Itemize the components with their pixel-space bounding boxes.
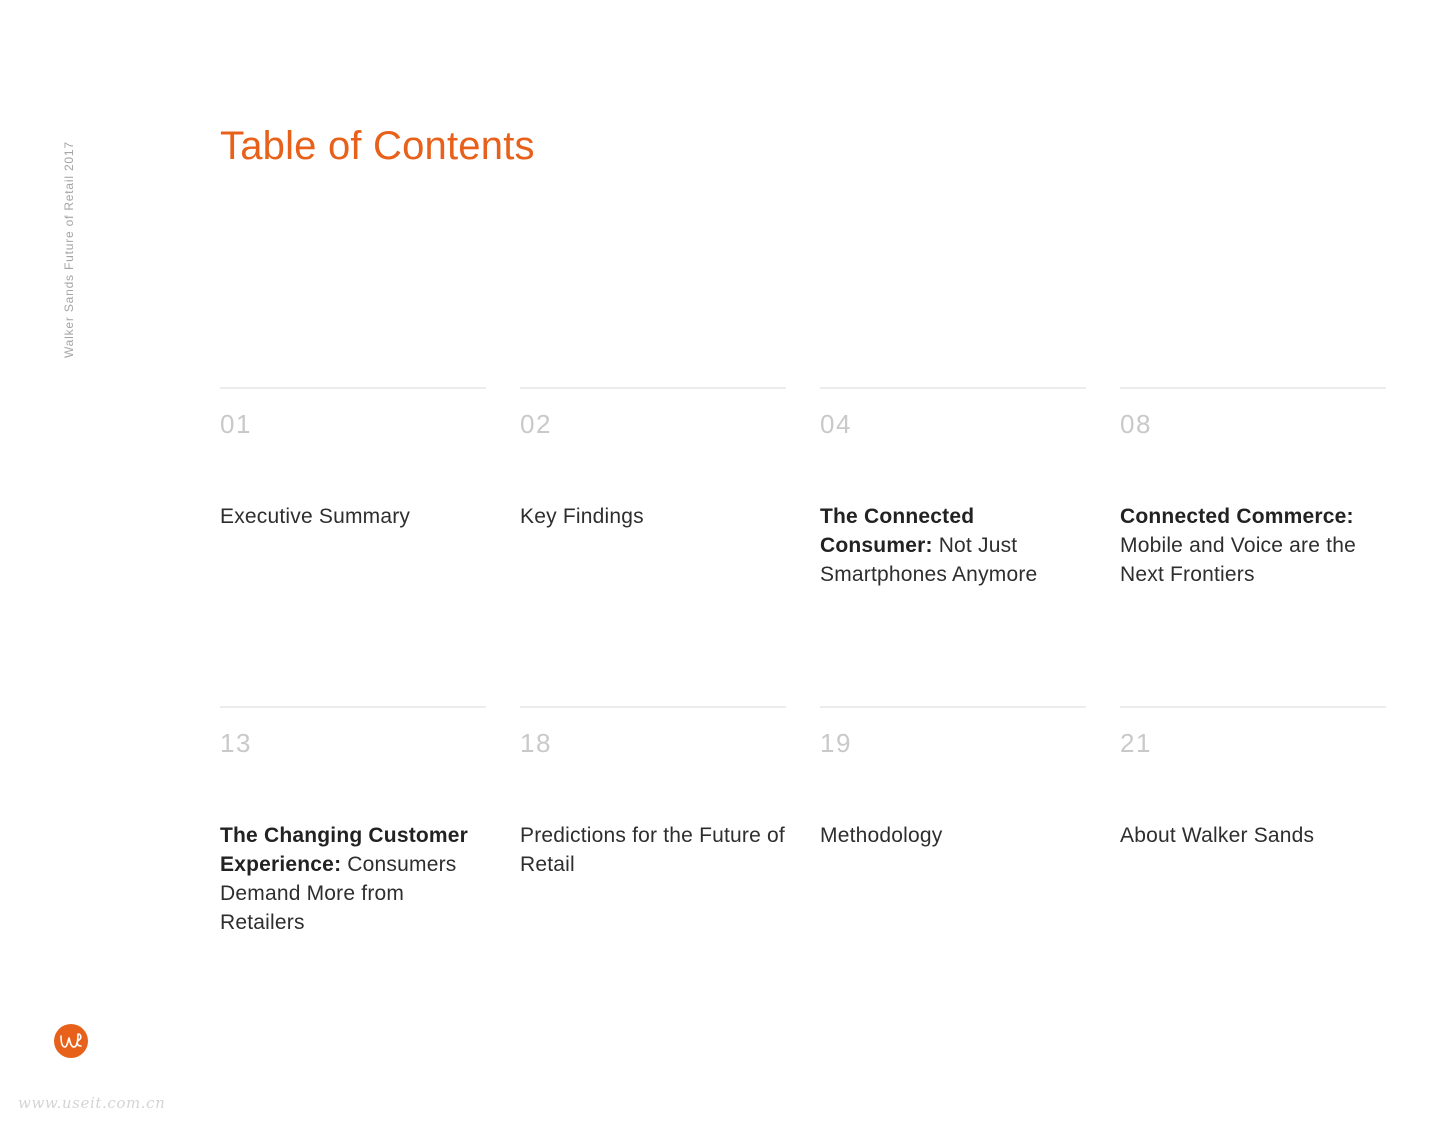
toc-entry-subtitle: Mobile and Voice are the Next Frontiers: [1120, 534, 1356, 586]
toc-entry-subtitle: About Walker Sands: [1120, 824, 1315, 847]
toc-entry-bold-title: The Changing Customer Experience:: [220, 824, 469, 876]
toc-item-methodology[interactable]: [820, 706, 1086, 847]
toc-page-number: 18: [520, 728, 552, 758]
toc-entry-title: [1120, 821, 1390, 850]
document-side-label: Walker Sands Future of Retail 2017: [62, 141, 76, 358]
toc-item-changing-customer-experience[interactable]: [220, 706, 486, 934]
toc-entry-bold-title: The Connected Consumer:: [820, 505, 975, 557]
toc-page-number: 19: [820, 728, 852, 758]
toc-item-connected-commerce[interactable]: [1120, 387, 1386, 586]
toc-entry-title: [820, 821, 1090, 850]
toc-entry-subtitle: Consumers Demand More from Retailers: [220, 853, 457, 934]
toc-item-about-walker-sands[interactable]: [1120, 706, 1386, 847]
toc-page-number: 02: [520, 409, 552, 439]
toc-item-key-findings[interactable]: [520, 387, 786, 528]
toc-page-number: 01: [220, 409, 252, 439]
ws-script-glyph-icon: [58, 1030, 84, 1052]
toc-entry-title: [1120, 502, 1390, 589]
toc-entry-subtitle: Predictions for the Future of Retail: [520, 824, 785, 876]
toc-entry-title: [220, 821, 490, 937]
toc-page-number: 04: [820, 409, 852, 439]
toc-entry-subtitle: Not Just Smartphones Anymore: [820, 534, 1038, 586]
toc-page-number: 13: [220, 728, 252, 758]
toc-item-connected-consumer[interactable]: [820, 387, 1086, 586]
toc-entry-subtitle: Methodology: [820, 824, 943, 847]
walker-sands-logo-icon: [54, 1024, 88, 1058]
page-title: Table of Contents: [220, 124, 535, 168]
toc-item-predictions[interactable]: [520, 706, 786, 876]
toc-entry-subtitle: Executive Summary: [220, 505, 411, 528]
toc-page-number: 08: [1120, 409, 1152, 439]
toc-page-number: 21: [1120, 728, 1152, 758]
watermark-url: www.useit.com.cn: [18, 1094, 166, 1112]
toc-entry-title: [820, 502, 1090, 589]
toc-entry-subtitle: Key Findings: [520, 505, 644, 528]
toc-entry-title: [220, 502, 490, 531]
toc-entry-bold-title: Connected Commerce:: [1120, 505, 1354, 528]
toc-item-executive-summary[interactable]: [220, 387, 486, 528]
toc-entry-title: [520, 502, 790, 531]
toc-entry-title: [520, 821, 790, 879]
